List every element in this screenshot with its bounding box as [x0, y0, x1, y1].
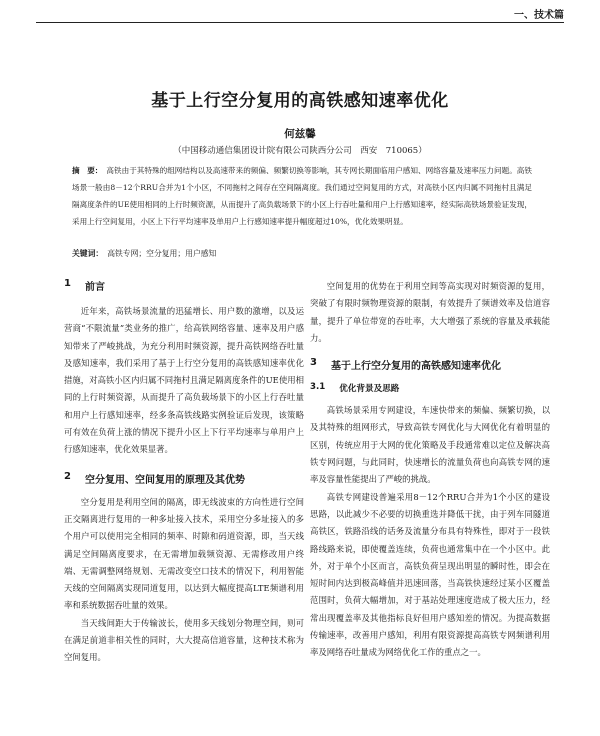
abstract-text: 高铁由于其特殊的组网结构以及高速带来的频偏、频繁切换等影响，其专网长期面临用户感知、网络容量及速率压力问题。高铁场景一般由8－12个RRU合并为1个小区，不同拖村之间存在空间隔离度。我们通过空间复用的方式，对高铁小区内归属不同拖村且满足隔离度条件的UE使用相同的上行时频资源，从而提升了高负载场景下的小区上行吞吐量和用户上行感知速率，经实际高铁场景验证发现，采用上行空间复用，小区上下行平均速率及单用户上行感知速率提升幅度超过10%，优化效果明显。: [72, 166, 532, 226]
section-1-heading: [64, 278, 304, 293]
left-column: [64, 278, 304, 667]
keywords: [72, 248, 532, 259]
section-1-paragraph: 近年来，高铁场景流量的迅猛增长、用户数的激增，以及运营商“不限流量”类业务的推广，给高铁网络容量、速率及用户感知带来了严峻挑战，为充分利用时频资源，提升高铁网络吞吐量及感知速率，我们采用了基于上行空分复用的高铁感知速率优化措施，对高铁小区内归属不同拖村且满足隔离度条件的UE使用相同的上行时频资源，从而提升了高负载场景下的小区上行吞吐量和用户上行感知速率，经多条高铁线路实例验证后发现，该策略可有效在负荷上涨的情况下提升小区上下行平均速率与单用户上行感知速率，优化效果显著。: [64, 306, 304, 455]
section-3-number: 3: [310, 357, 317, 369]
section-2-number: 2: [64, 470, 71, 482]
section-3-paragraph-2: 高铁专网建设普遍采用8－12个RRU合并为1个小区的建设思路，以此减少不必要的切换重选并降低干扰，由于列车同隧道高铁区，铁路沿线的话务及流量分布具有特殊性，即对于一段铁路线路来说，即使覆盖连续，负荷也通常集中在一个小区中。此外，对于单个小区而言，高铁负荷呈现出明显的瞬时性，即会在短时间内达到极高峰值并迅速回落，当高铁快速经过某小区覆盖范围时，负荷大幅增加，对于基站处理速度造成了极大压力，经常出现覆盖率及其他指标良好但用户感知差的情况。为提高数据传输速率，改善用户感知，利用有限资源提高高铁专网频谱利用率及网络吞吐量成为网络优化工作的重点之一。: [310, 491, 550, 658]
right-column: [310, 278, 550, 662]
subsection-3-1-heading: [310, 382, 550, 394]
section-3-title: 基于上行空分复用的高铁感知速率优化: [330, 361, 501, 373]
subsection-3-1-number: 3.1: [310, 382, 326, 393]
abstract: [72, 162, 532, 230]
author-affiliation: （中国移动通信集团设计院有限公司陕西分公司 西安 710065）: [173, 146, 427, 156]
header-divider: [36, 22, 564, 23]
section-1-title: 前言: [84, 282, 105, 293]
subsection-3-1-title: 优化背景及思路: [339, 384, 400, 395]
section-2-heading: [64, 471, 304, 486]
section-2-title: 空分复用、空间复用的原理及其优势: [84, 474, 245, 486]
section-1-number: 1: [64, 278, 71, 289]
section-2-paragraph-2: 当天线间距大于传输波长，使用多天线划分物理空间，则可在满足前道非相关性的同时，大大提高信道容量，这种技术称为空间复用。: [64, 617, 304, 663]
section-3-paragraph-1: 高铁场景采用专网建设，车速快带来的频偏、频繁切换，以及其特殊的组网形式，导致高铁专网优化与大网优化有着明显的区别，传统应用于大网的优化策略及手段通常难以定位及解决高铁专网问题，与此同时，快速增长的流量负荷也向高铁专网的速率及容量性能提出了严峻的挑战。: [310, 405, 550, 485]
section-2-paragraph-1: 空分复用是利用空间的隔离，即无线波束的方向性进行空间正交隔离进行复用的一种多址接入技术，采用空分多址接入的多个用户可以使用完全相同的频率、时隙和码道资源，即，当天线满足空间隔离度要求，在无需增加载频资源、无需修改用户终端、无需调整网络规划、无需改变空口技术的情况下，利用智能天线的空间隔离实现同道复用，以达到大幅度提高LTE频谱利用率和系统数据吞吐量的效果。: [64, 496, 304, 611]
section-3-heading: [310, 357, 550, 372]
abstract-label: 摘 要：: [72, 166, 103, 175]
paper-title: 基于上行空分复用的高铁感知速率优化: [151, 91, 449, 111]
author-name: 何兹馨: [284, 128, 316, 140]
section-2-continued-paragraph: 空间复用的优势在于利用空间等高实现对时频资源的复用，突破了有限时频物理资源的限制，有效提升了频谱效率及信道容量，提升了单位带宽的吞吐率，大大增强了系统的容量及承载能力。: [310, 281, 550, 343]
keywords-label: 关键词：: [72, 249, 104, 258]
keywords-text: 高铁专网；空分复用；用户感知: [107, 249, 217, 258]
section-header-tag: 一、技术篇: [514, 10, 564, 21]
